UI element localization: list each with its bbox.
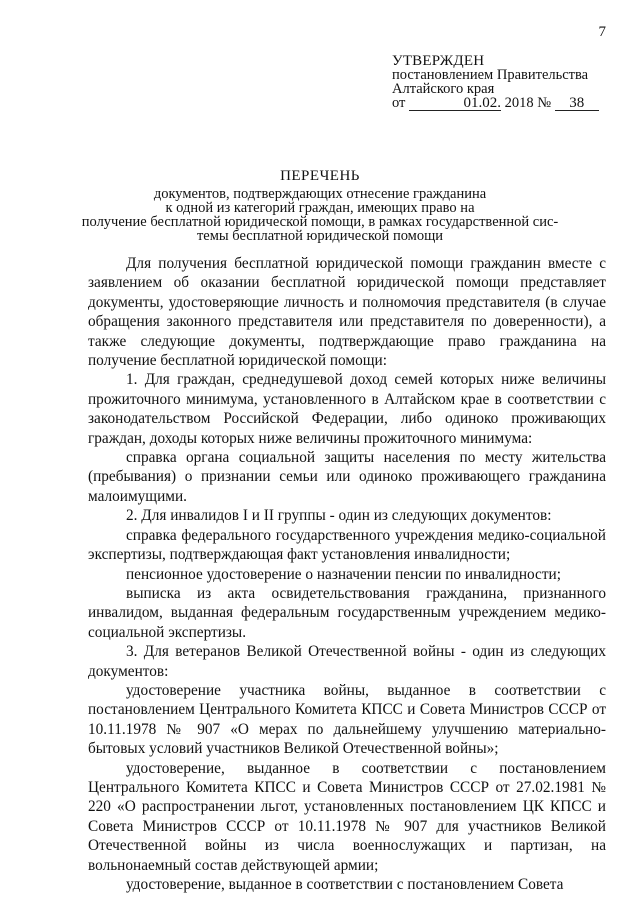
paragraph: удостоверение участника войны, выданное в соответствии с постановлением Центрального Комитета КПСС и Совета Министров СССР от 10.11.1978 № 907 «О мерах по дальнейшему улучшению материально-бытовых условий участников Великой Отечественной войны»;	[88, 681, 606, 758]
from-label: от	[392, 95, 406, 111]
document-title	[60, 169, 580, 243]
title-line: темы бесплатной юридической помощи	[196, 228, 444, 244]
approved-label: УТВЕРЖДЕН	[392, 53, 485, 69]
approval-date-line	[392, 96, 622, 111]
approval-number: 38	[555, 96, 599, 111]
paragraph: Для получения бесплатной юридической помощи гражданин вместе с заявлением об оказании бесплатной юридической помощи представляет документы, удостоверяющие личность и полномочия представителя (в случае обращения законного представителя или представителя по доверенности), а также следующие документы, подтверждающие право гражданина на получение бесплатной юридической помощи:	[88, 255, 606, 370]
paragraph: 1. Для граждан, среднедушевой доход семей которых ниже величины прожиточного минимума, установленного в Алтайском крае в соответствии с законодательством Российской Федерации, либо одиноко проживающих граждан, доходы которых ниже величины прожиточного минимума:	[88, 371, 606, 447]
paragraph: удостоверение, выданное в соответствии с постановлением Совета	[126, 876, 564, 893]
document-body	[88, 254, 606, 894]
paragraph: удостоверение, выданное в соответствии с постановлением Центрального Комитета КПСС и Совета Министров СССР от 27.02.1981 № 220 «О распространении льгот, установленных постановлением ЦК КПСС и Совета Министров СССР от 10.11.1978 № 907 для участников Великой Отечественной войны из числа военнослужащих и партизан, на вольнонаемный состав действующей армии;	[88, 759, 606, 874]
paragraph: 2. Для инвалидов I и II группы - один из следующих документов:	[126, 507, 552, 525]
title-line: документов, подтверждающих отнесение гражданина	[153, 186, 487, 202]
approved-by-line2: Алтайского края	[392, 81, 495, 97]
title-line: получение бесплатной юридической помощи, в рамках государственной сис-	[81, 214, 559, 230]
paragraph: 3. Для ветеранов Великой Отечественной войны - один из следующих документов:	[88, 643, 606, 680]
paragraph: справка федерального государственного учреждения медико-социальной экспертизы, подтверждающая факт установления инвалидности;	[88, 526, 606, 564]
approval-stamp	[392, 54, 622, 111]
title-line: к одной из категорий граждан, имеющих право на	[165, 200, 475, 216]
paragraph: пенсионное удостоверение о назначении пенсии по инвалидности;	[126, 565, 561, 583]
title-heading: ПЕРЕЧЕНЬ	[280, 168, 360, 184]
page-number: 7	[598, 24, 606, 40]
paragraph: справка органа социальной защиты населения по месту жительства (пребывания) о признании семьи или одиноко проживающего гражданина малоимущими.	[88, 449, 606, 505]
paragraph: выписка из акта освидетельствования гражданина, признанного инвалидом, выданная федеральным государственным учреждением медико-социальной экспертизы.	[88, 584, 606, 641]
approval-date: 01.02.	[409, 96, 501, 111]
approval-year: 2018 №	[504, 95, 552, 111]
approved-by-line1: постановлением Правительства	[392, 67, 589, 83]
